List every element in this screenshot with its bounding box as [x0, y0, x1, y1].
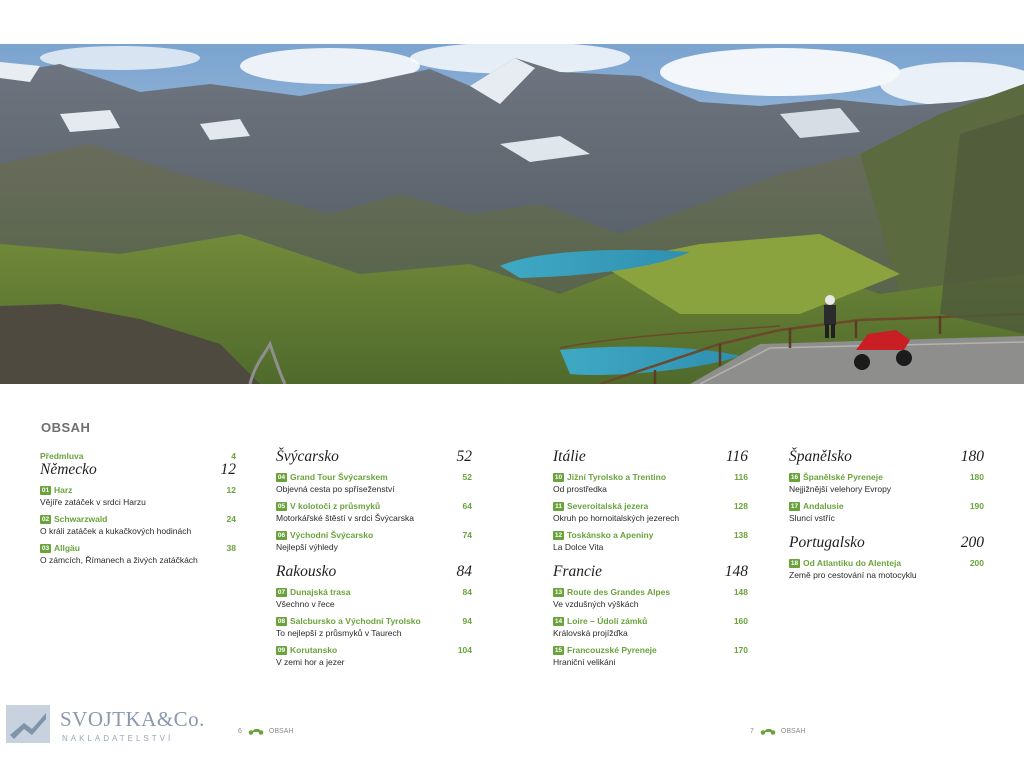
folio-right	[750, 727, 805, 735]
route-subtitle: Nejlepší výhledy	[276, 542, 338, 552]
route-title: Jižní Tyrolsko a Trentino	[567, 472, 667, 482]
country-heading	[276, 563, 472, 581]
route-subtitle: Ve vzdušných výškách	[553, 599, 639, 609]
folio-label: OBSAH	[780, 727, 806, 735]
route-page: 12	[226, 485, 236, 495]
logo-mark-icon	[6, 705, 50, 743]
route-title: Francouzské Pyreneje	[567, 645, 657, 655]
route-title: Schwarzwald	[54, 514, 108, 524]
publisher-logo	[6, 705, 205, 747]
toc-entry[interactable]	[553, 501, 748, 524]
route-title: Andalusie	[803, 501, 844, 511]
toc-entry[interactable]	[276, 472, 472, 495]
route-number-badge: 18	[790, 560, 799, 567]
section-italie	[553, 448, 748, 553]
route-title: Toskánsko a Apeniny	[567, 530, 654, 540]
route-page: 116	[734, 472, 748, 482]
route-subtitle: O králi zatáček a kukačkových hodinách	[40, 526, 192, 536]
route-number-badge: 02	[41, 516, 50, 523]
route-page: 160	[733, 616, 748, 626]
page-number: 6	[238, 727, 242, 735]
contents-column-1	[40, 448, 236, 566]
toc-entry[interactable]	[276, 645, 472, 668]
route-number-badge: 16	[790, 474, 799, 481]
country-name: Švýcarsko	[276, 448, 339, 465]
motorcycle-icon	[760, 727, 776, 735]
foreword-page: 4	[231, 451, 236, 461]
toc-entry[interactable]	[40, 543, 236, 566]
route-title: Grand Tour Švýcarskem	[290, 472, 388, 482]
route-number-badge: 05	[277, 503, 286, 510]
toc-entry[interactable]	[276, 501, 472, 524]
page-number: 7	[750, 727, 754, 735]
route-page: 74	[462, 530, 472, 540]
toc-entry[interactable]	[40, 514, 236, 537]
section-francie	[553, 563, 748, 668]
toc-entry[interactable]	[789, 472, 984, 495]
logo-subtitle: NAKLADATELSTVÍ	[62, 734, 174, 743]
country-name: Itálie	[553, 448, 586, 465]
route-subtitle: Nejjižnější velehory Evropy	[789, 484, 892, 494]
section-spanelsko	[789, 448, 984, 524]
toc-entry[interactable]	[276, 530, 472, 553]
folio-left	[238, 727, 293, 735]
foreword-label: Předmluva	[40, 451, 84, 461]
route-number-badge: 08	[277, 618, 286, 625]
country-heading	[553, 448, 748, 466]
route-page: 138	[733, 530, 748, 540]
country-name: Portugalsko	[789, 534, 865, 551]
route-page: 148	[733, 587, 748, 597]
route-subtitle: La Dolce Vita	[553, 542, 604, 552]
country-page: 12	[220, 461, 236, 478]
route-page: 64	[462, 501, 472, 511]
route-title: V kolotoči z průsmyků	[290, 501, 381, 511]
route-page: 180	[969, 472, 984, 482]
route-subtitle: V zemi hor a jezer	[276, 657, 345, 667]
route-page: 84	[462, 587, 472, 597]
route-subtitle: Královská projížďka	[553, 628, 628, 638]
section-svycarsko	[276, 448, 472, 553]
route-title: Route des Grandes Alpes	[567, 587, 671, 597]
route-number-badge: 03	[41, 545, 50, 552]
route-title: Allgäu	[54, 543, 80, 553]
country-page: 180	[960, 448, 984, 465]
contents-column-2	[276, 448, 472, 668]
toc-entry[interactable]	[789, 558, 984, 581]
route-page: 128	[733, 501, 748, 511]
route-title: Korutansko	[290, 645, 338, 655]
route-page: 24	[226, 514, 236, 524]
country-page: 52	[456, 448, 472, 465]
route-subtitle: Slunci vstříc	[789, 513, 835, 523]
route-number-badge: 15	[554, 647, 563, 654]
alpine-landscape-image	[0, 44, 1024, 384]
country-name: Francie	[553, 563, 603, 580]
section-nemecko	[40, 461, 236, 566]
toc-entry[interactable]	[553, 530, 748, 553]
country-name: Španělsko	[789, 448, 852, 465]
route-page: 94	[462, 616, 472, 626]
route-number-badge: 12	[554, 532, 563, 539]
country-heading	[553, 563, 748, 581]
route-title: Od Atlantiku do Alenteja	[803, 558, 902, 568]
route-subtitle: O zámcích, Římanech a živých zatáčkách	[40, 555, 198, 565]
route-number-badge: 11	[553, 502, 564, 511]
route-number-badge: 06	[277, 532, 286, 539]
route-subtitle: Všechno v řece	[276, 599, 335, 609]
country-page: 200	[960, 534, 984, 551]
route-title: Loire – Údolí zámků	[567, 616, 648, 626]
contents-column-3	[553, 448, 748, 668]
route-title: Španělské Pyreneje	[803, 472, 883, 482]
motorcycle-icon	[248, 727, 264, 735]
country-page: 84	[456, 563, 472, 580]
country-page: 148	[724, 563, 748, 580]
route-page: 170	[733, 645, 748, 655]
toc-entry[interactable]	[40, 485, 236, 508]
country-page: 116	[725, 448, 748, 465]
toc-entry[interactable]	[553, 645, 748, 668]
toc-entry[interactable]	[553, 616, 748, 639]
route-subtitle: Vějíře zatáček v srdci Harzu	[40, 497, 146, 507]
route-number-badge: 07	[277, 589, 286, 596]
route-number-badge: 10	[554, 474, 563, 481]
hero-photo	[0, 44, 1024, 384]
country-heading	[276, 448, 472, 466]
toc-entry[interactable]	[553, 472, 748, 495]
route-title: Dunajská trasa	[290, 587, 351, 597]
route-subtitle: Motorkářské štěstí v srdci Švýcarska	[276, 513, 414, 523]
country-heading	[789, 534, 984, 552]
route-subtitle: To nejlepší z průsmyků v Taurech	[276, 628, 402, 638]
route-title: Severoitalská jezera	[567, 501, 649, 511]
route-number-badge: 04	[277, 474, 286, 481]
route-page: 38	[226, 543, 236, 553]
route-page: 200	[969, 558, 984, 568]
route-number-badge: 14	[554, 618, 563, 625]
toc-entry[interactable]	[276, 616, 472, 639]
route-page: 52	[462, 472, 472, 482]
route-number-badge: 01	[41, 487, 50, 494]
logo-name: SVOJTKA&Co.	[60, 707, 205, 731]
contents-column-4	[789, 448, 984, 581]
section-rakousko	[276, 563, 472, 668]
route-subtitle: Od prostředka	[553, 484, 607, 494]
route-subtitle: Země pro cestování na motocyklu	[789, 570, 917, 580]
foreword-link[interactable]	[40, 451, 236, 461]
country-name: Německo	[40, 461, 97, 478]
route-number-badge: 17	[790, 503, 799, 510]
toc-entry[interactable]	[553, 587, 748, 610]
route-subtitle: Objevná cesta po spříseženství	[276, 484, 395, 494]
toc-entry[interactable]	[276, 587, 472, 610]
country-heading	[40, 461, 236, 479]
route-number-badge: 09	[277, 647, 286, 654]
country-heading	[789, 448, 984, 466]
section-portugalsko	[789, 534, 984, 581]
route-subtitle: Hraniční velikáni	[553, 657, 616, 667]
route-subtitle: Okruh po hornoitalských jezerech	[553, 513, 680, 523]
route-page: 104	[457, 645, 472, 655]
route-number-badge: 13	[554, 589, 563, 596]
folio-label: OBSAH	[268, 727, 294, 735]
route-page: 190	[969, 501, 984, 511]
toc-entry[interactable]	[789, 501, 984, 524]
route-title: Harz	[54, 485, 73, 495]
route-title: Salcbursko a Východní Tyrolsko	[290, 616, 421, 626]
contents-heading: OBSAH	[41, 420, 91, 435]
country-name: Rakousko	[276, 563, 337, 580]
route-title: Východní Švýcarsko	[290, 530, 374, 540]
